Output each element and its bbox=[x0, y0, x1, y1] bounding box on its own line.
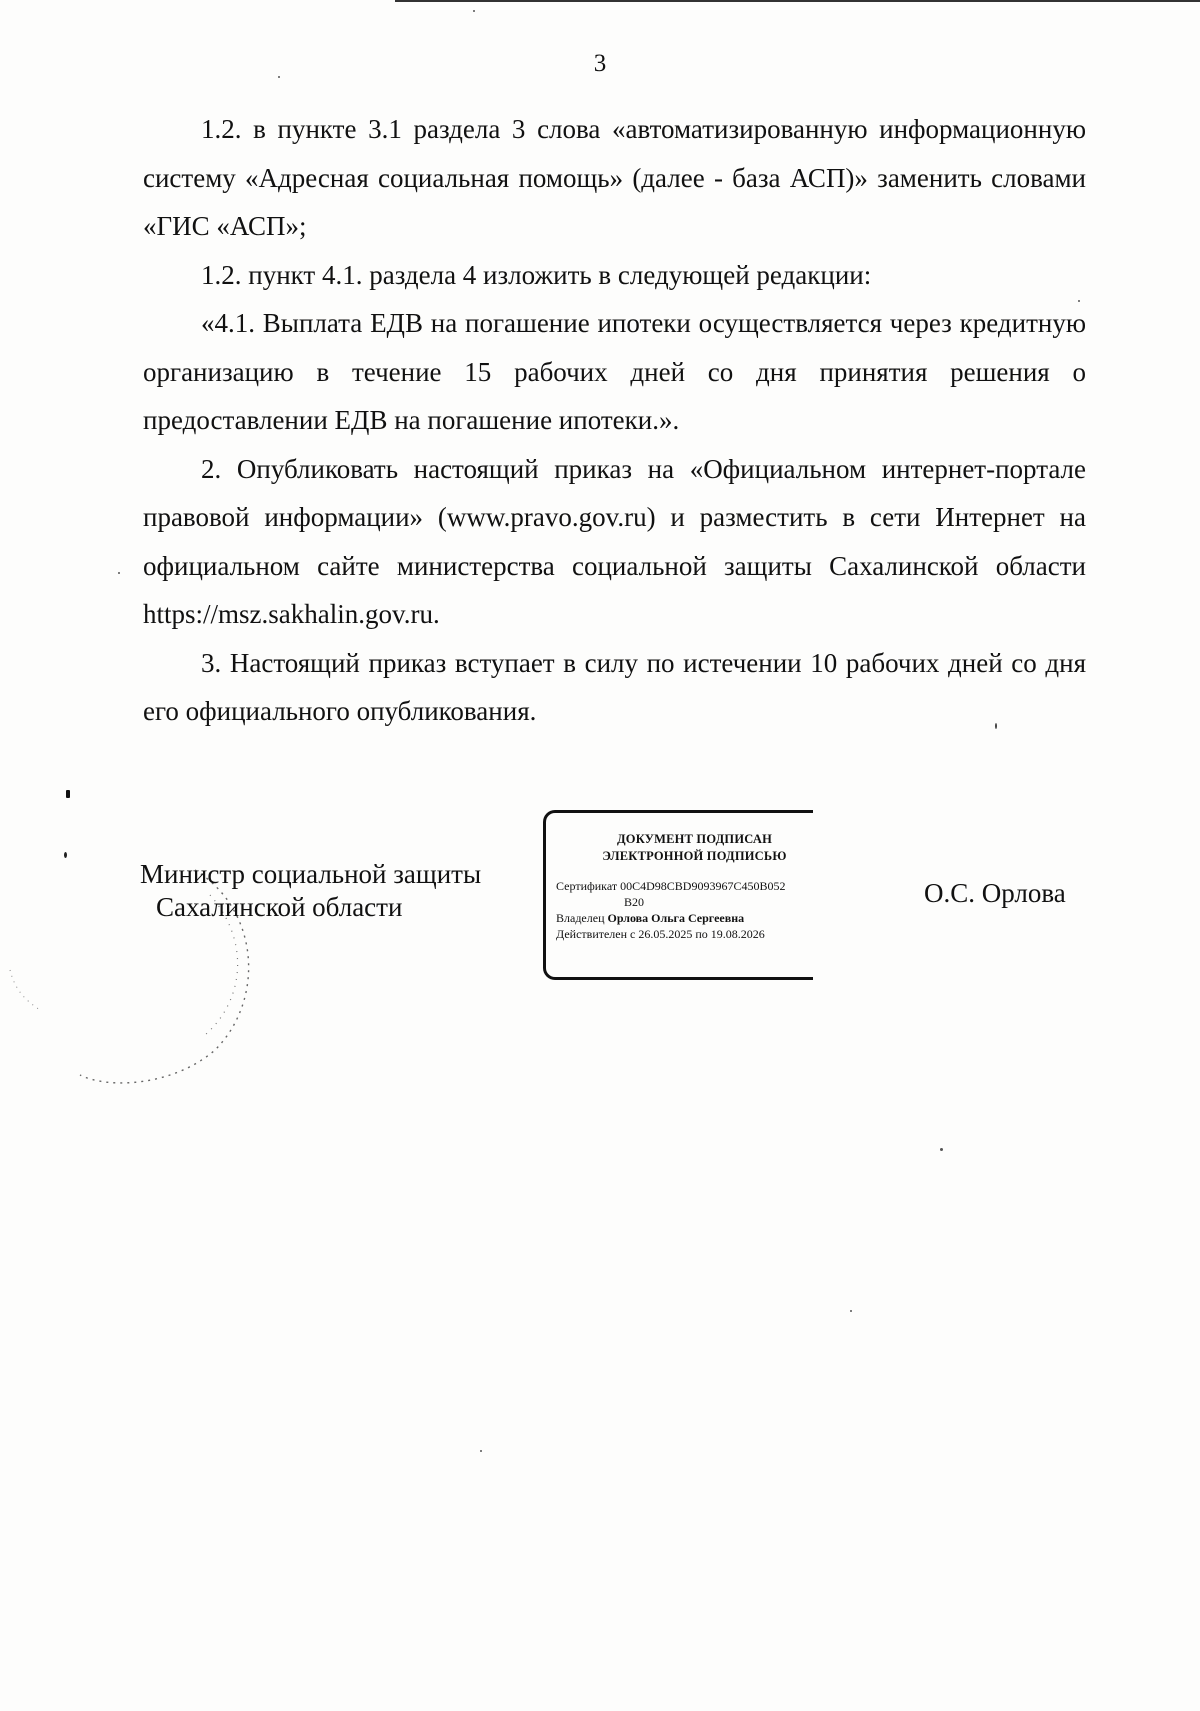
paragraph-2-publish: 2. Опубликовать настоящий приказ на «Официальном интернет-портале правовой информации» (www.pravo.gov.ru) и разместить в сети Интернет на официальном сайте министерства социальной защиты Сахалинской области https://msz.sakhalin.gov.ru. bbox=[143, 453, 1086, 629]
scan-speck bbox=[118, 572, 120, 574]
signatory-region: Сахалинской области bbox=[156, 892, 403, 922]
scan-speck bbox=[473, 10, 475, 12]
scan-speck bbox=[995, 723, 997, 729]
scan-speck bbox=[940, 1148, 943, 1151]
electronic-signature-stamp bbox=[543, 810, 813, 980]
paragraph-1-2-edit: 1.2. пункт 4.1. раздела 4 изложить в следующей редакции: bbox=[201, 259, 872, 290]
document-body bbox=[143, 105, 1086, 736]
scan-speck bbox=[1078, 300, 1080, 302]
signatory-position: Министр социальной защиты bbox=[140, 859, 482, 889]
paragraph-4-1-quote: «4.1. Выплата ЕДВ на погашение ипотеки осуществляется через кредитную организацию в течение 15 рабочих дней со дня принятия решения о предоставлении ЕДВ на погашение ипотеки.». bbox=[143, 308, 1086, 435]
scan-speck bbox=[278, 76, 280, 78]
stamp-certificate-label: Сертификат bbox=[556, 879, 618, 893]
top-rule bbox=[395, 0, 1200, 2]
stamp-owner bbox=[546, 910, 813, 926]
stamp-certificate bbox=[546, 878, 813, 894]
stamp-title-line1: ДОКУМЕНТ ПОДПИСАН bbox=[616, 832, 773, 846]
scan-speck bbox=[480, 1450, 482, 1452]
stamp-certificate-cont: B20 bbox=[624, 895, 645, 909]
stamp-title-line2: ЭЛЕКТРОННОЙ ПОДПИСЬЮ bbox=[602, 849, 787, 863]
paragraph-3-effective: 3. Настоящий приказ вступает в силу по истечении 10 рабочих дней со дня его официального опубликования. bbox=[143, 647, 1086, 726]
stamp-validity: Действителен с 26.05.2025 по 19.08.2026 bbox=[556, 927, 765, 941]
signature-block bbox=[140, 858, 481, 924]
paragraph-1-2-replace: 1.2. в пункте 3.1 раздела 3 слова «автоматизированную информационную систему «Адресная социальная помощь» (далее - база АСП)» заменить словами «ГИС «АСП»; bbox=[143, 114, 1086, 241]
page-number: 3 bbox=[593, 50, 607, 77]
scan-speck bbox=[64, 852, 67, 858]
stamp-owner-label: Владелец bbox=[556, 911, 605, 925]
scan-speck bbox=[66, 790, 70, 798]
stamp-owner-value: Орлова Ольга Сергеевна bbox=[607, 911, 745, 925]
stamp-certificate-value: 00C4D98CBD9093967C450B052 bbox=[620, 879, 786, 893]
scan-speck bbox=[850, 1310, 852, 1312]
signer-name: О.С. Орлова bbox=[924, 878, 1066, 908]
